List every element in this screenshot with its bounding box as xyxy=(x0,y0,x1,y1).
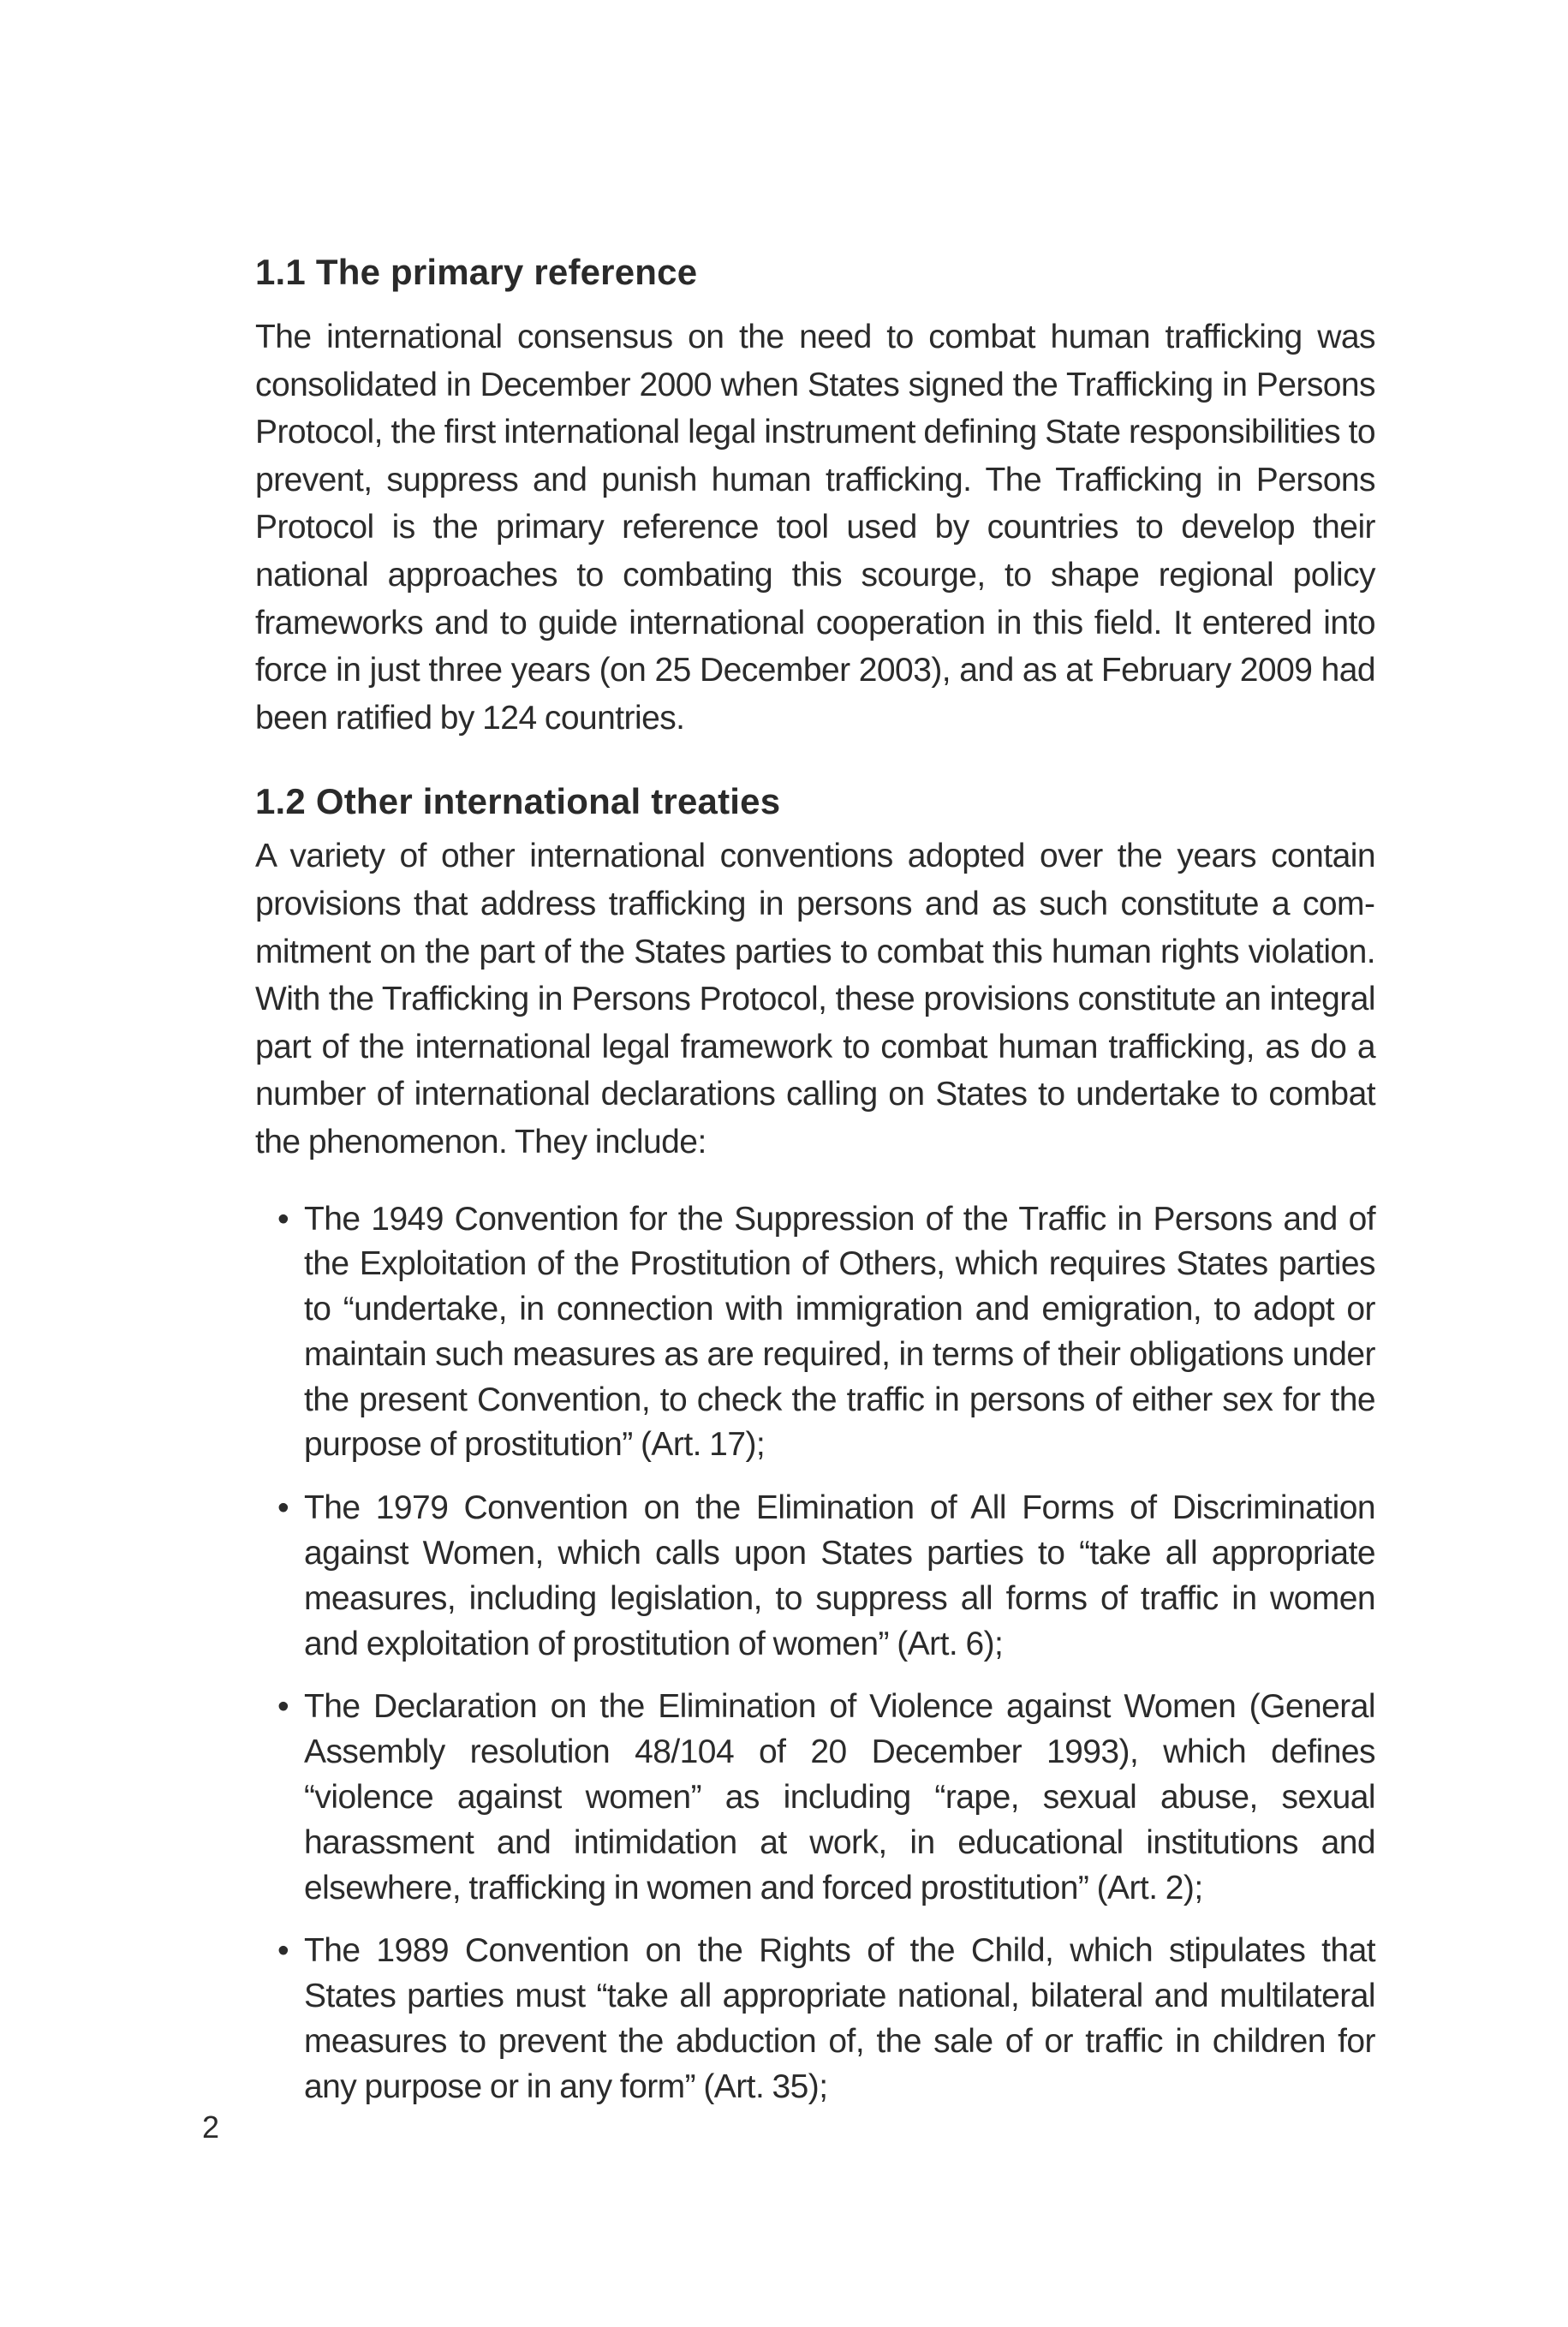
list-item xyxy=(255,1197,1375,1469)
list-item xyxy=(255,1929,1375,2109)
list-item-text: The Declaration on the Elimination of Violence against Women (General Assembly resolution 48/104 of 20 December 1993), which defines “violence against women” as including “rape, sexual abuse, sexual harassment and intimidation at work, in educational institutions and elsewhere, trafficking in women and forced prostitution” (Art. 2); xyxy=(304,1688,1375,1906)
section-heading-other-treaties: 1.2 Other international treaties xyxy=(255,781,781,822)
bullet-icon: • xyxy=(277,1932,289,1970)
bullet-icon: • xyxy=(277,1489,289,1527)
list-item-text: The 1979 Convention on the Elimination of All Forms of Discrimination against Women, which calls upon States parties to “take all appropriate measures, including legislation, to suppress all forms of traffic in women and exploitation of prostitution of women” (Art. 6); xyxy=(304,1489,1375,1662)
bullet-icon: • xyxy=(277,1688,289,1726)
page-content xyxy=(255,250,1375,2128)
paragraph-primary-reference: The international consensus on the need to combat human trafficking was consolidated in December 2000 when States signed the Trafficking in Persons Protocol, the first international legal instrument defining State responsibilities to prevent, suppress and punish human trafficking. The Trafficking in Persons Protocol is the primary reference tool used by countries to develop their national approaches to combating this scourge, to shape regional policy frameworks and to guide international cooperation in this field. It entered into force in just three years (on 25 December 2003), and as at February 2009 had been ratified by 124 countries. xyxy=(255,319,1375,737)
bullet-icon: • xyxy=(277,1200,289,1238)
list-item-text: The 1949 Convention for the Suppression of the Traffic in Persons and of the Exploitation of the Prostitution of Others, which requires States parties to “undertake, in connection with immigration and emigration, to adopt or maintain such measures as are required, in terms of their obligations under the present Convention, to check the traffic in persons of either sex for the purpose of prostitution” (Art. 17); xyxy=(304,1200,1375,1464)
list-item xyxy=(255,1685,1375,1911)
treaty-list xyxy=(255,1197,1375,2110)
page-number: 2 xyxy=(202,2109,220,2145)
list-item xyxy=(255,1486,1375,1667)
list-item-text: The 1989 Convention on the Rights of the Child, which stipulates that States parties must “take all appropriate national, bilateral and multilateral measures to prevent the abduction of, the sale of or traffic in children for any purpose or in any form” (Art. 35); xyxy=(304,1932,1375,2105)
section-heading-primary-reference: 1.1 The primary reference xyxy=(255,252,698,292)
paragraph-other-treaties: A variety of other international conventions adopted over the years contain provisions that address trafficking in persons and as such constitute a commitment on the part of the States parties to combat this human rights violation. With the Trafficking in Persons Protocol, these provisions constitute an integral part of the international legal framework to combat human trafficking, as do a number of international declarations calling on States to undertake to combat the phenomenon. They include: xyxy=(255,838,1375,1161)
